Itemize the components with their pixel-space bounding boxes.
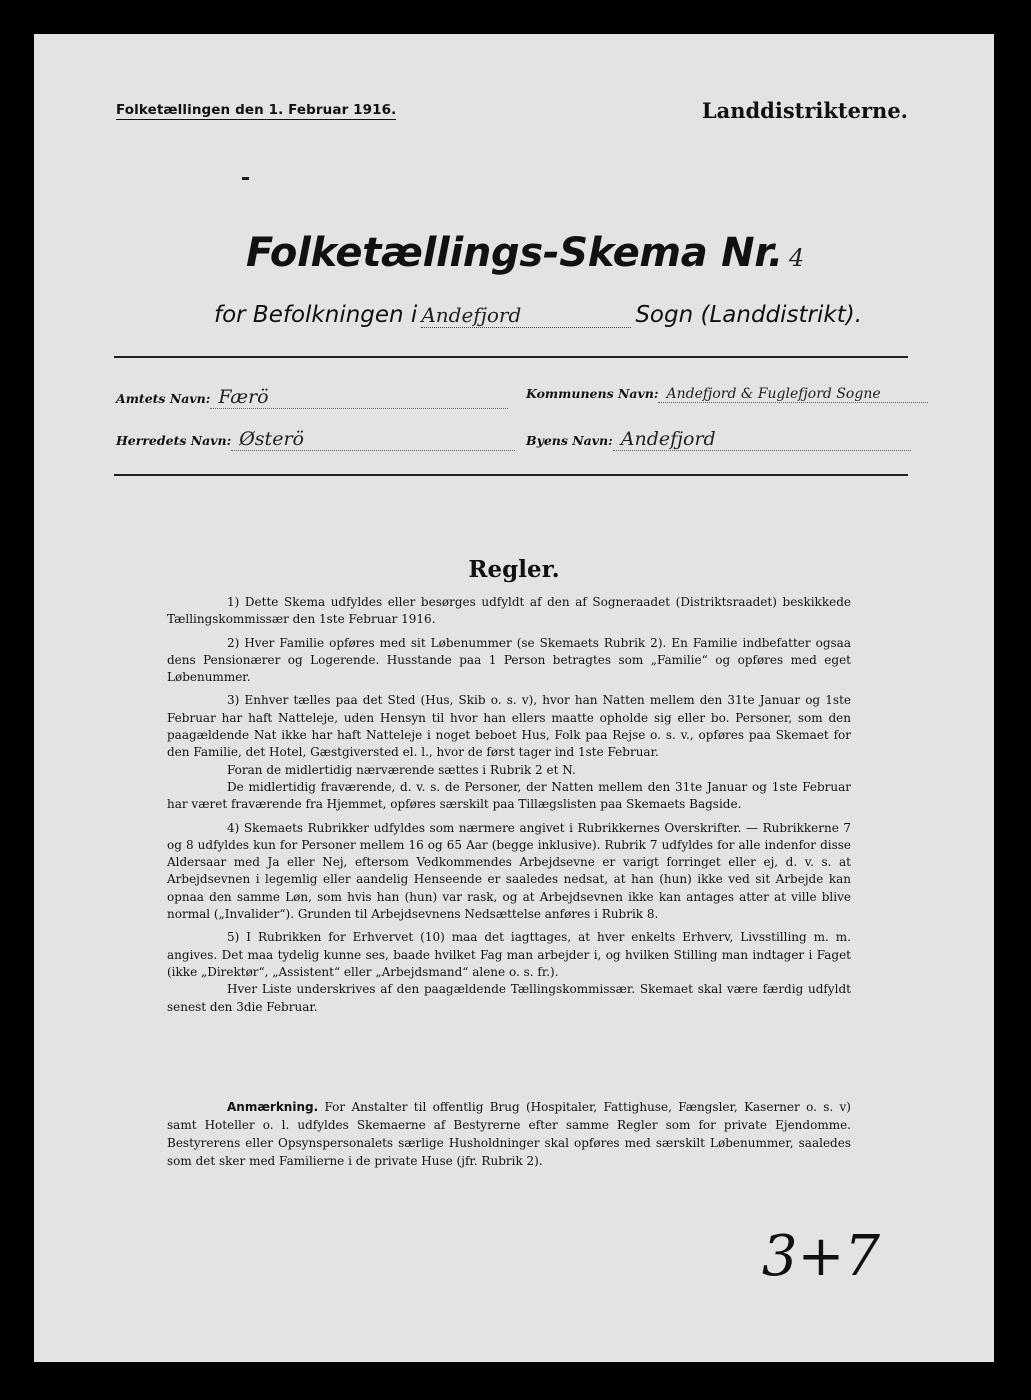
- by-value: Andefjord: [613, 428, 911, 451]
- amt-field: [116, 386, 508, 409]
- kommune-field: [526, 386, 928, 403]
- census-form-sheet: [34, 34, 994, 1362]
- note-section: [167, 1098, 851, 1170]
- note-paragraph: [167, 1098, 851, 1170]
- subtitle-prefix: for Befolkningen i: [214, 302, 418, 328]
- rule-item: 4) Skemaets Rubrikker udfyldes som nærmere angivet i Rubrikkernes Overskrifter. — Rubrikkerne 7 og 8 udfyldes kun for Personer mellem 16 og 65 Aar (begge inklusive). Rubrik 7 udfyldes for alle indenfor disse Aldersaar med Ja eller Nej, eftersom Vedkommendes Arbejdsevne er varigt forringet eller ej, d. v. s. at Arbejdsevnen i legemlig eller aandelig Henseende er saaledes nedsat, at han (hun) ikke ved sit Arbejde kan opnaa den samme Løn, som hvis han (hun) var rask, og at Arbejdsevnen ikke kan antages atter at ville blive normal („Invalider“). Grunden til Arbejdsevnens Nedsættelse anføres i Rubrik 8.: [167, 820, 851, 922]
- subtitle-suffix: Sogn (Landdistrikt).: [635, 302, 863, 328]
- rule-item: Foran de midlertidig nærværende sættes i Rubrik 2 et N.: [227, 762, 576, 777]
- divider-bottom: [114, 474, 908, 476]
- kommune-value: Andefjord & Fuglefjord Sogne: [658, 386, 928, 403]
- form-title: [246, 230, 804, 276]
- rule-item: 2) Hver Familie opføres med sit Løbenummer (se Skemaets Rubrik 2). En Familie indbefatter ogsaa dens Pensionærer og Logerende. Husstande paa 1 Person betragtes som „Familie“ og opføres med eget Løbenummer.: [167, 635, 851, 685]
- note-text: For Anstalter til offentlig Brug (Hospitaler, Fattighuse, Fængsler, Kaserner o. s. v) samt Hoteller o. l. udfyldes Skemaerne af Bestyrerne efter samme Regler som for private Ejendomme. Bestyrerens eller Opsynspersonalets særlige Husholdninger skal opføres med særskilt Løbenummer, saaledes som det sker med Familierne i de private Huse (jfr. Rubrik 2).: [167, 1100, 851, 1168]
- herred-field: [116, 428, 515, 451]
- handwritten-mark: 3+7: [761, 1224, 880, 1289]
- parish-value: Andefjord: [421, 303, 631, 328]
- form-number: 4: [788, 244, 804, 272]
- form-title-text: Folketællings-Skema Nr.: [246, 230, 783, 276]
- herred-value: Østerö: [231, 428, 515, 451]
- divider-top: [114, 356, 908, 358]
- form-subtitle: [214, 302, 862, 328]
- by-field: [526, 428, 911, 451]
- by-label: Byens Navn:: [526, 433, 613, 448]
- kommune-label: Kommunens Navn:: [526, 386, 659, 401]
- rule-item: 3) Enhver tælles paa det Sted (Hus, Skib o. s. v), hvor han Natten mellem den 31te Januar og 1ste Februar har haft Natteleje, uden Hensyn til hvor han ellers maatte opholde sig eller bo. Personer, som den paagældende Nat ikke har haft Natteleje i noget beboet Hus, Folk paa Rejse o. s. v., opføres paa Skemaet for den Familie, det Hotel, Gæstgiversted el. l., hvor de først tager ind 1ste Februar.: [167, 693, 851, 760]
- rule-item: 1) Dette Skema udfyldes eller besørges udfyldt af den af Sogneraadet (Distriktsraadet) beskikkede Tællingskommissær den 1ste Februar 1916.: [167, 595, 851, 627]
- rule-item: De midlertidig fraværende, d. v. s. de Personer, der Natten mellem den 31te Januar og 1ste Februar har været fraværende fra Hjemmet, opføres særskilt paa Tillægslisten paa Skemaets Bagside.: [167, 779, 851, 812]
- rules-heading: Regler.: [468, 556, 560, 583]
- note-label: Anmærkning.: [227, 1100, 319, 1114]
- rule-item: 5) I Rubrikken for Erhvervet (10) maa det iagttages, at hver enkelts Erhverv, Livsstilling m. m. angives. Det maa tydelig kunne ses, baade hvilket Fag man arbejder i, og hvilken Stilling man indtager i Faget (ikke „Direktør“, „Assistent“ eller „Arbejdsmand“ alene o. s. fr.).: [167, 930, 851, 979]
- rules-list: [167, 594, 851, 1022]
- ink-mark: [242, 177, 249, 180]
- census-date-header: Folketællingen den 1. Februar 1916.: [116, 102, 397, 118]
- amt-label: Amtets Navn:: [116, 391, 211, 406]
- herred-label: Herredets Navn:: [116, 433, 232, 448]
- amt-value: Færö: [210, 386, 508, 409]
- rule-item: Hver Liste underskrives af den paagældende Tællingskommissær. Skemaet skal være færdig udfyldt senest den 3die Februar.: [167, 982, 851, 1014]
- district-type-header: Landdistrikterne.: [701, 98, 908, 123]
